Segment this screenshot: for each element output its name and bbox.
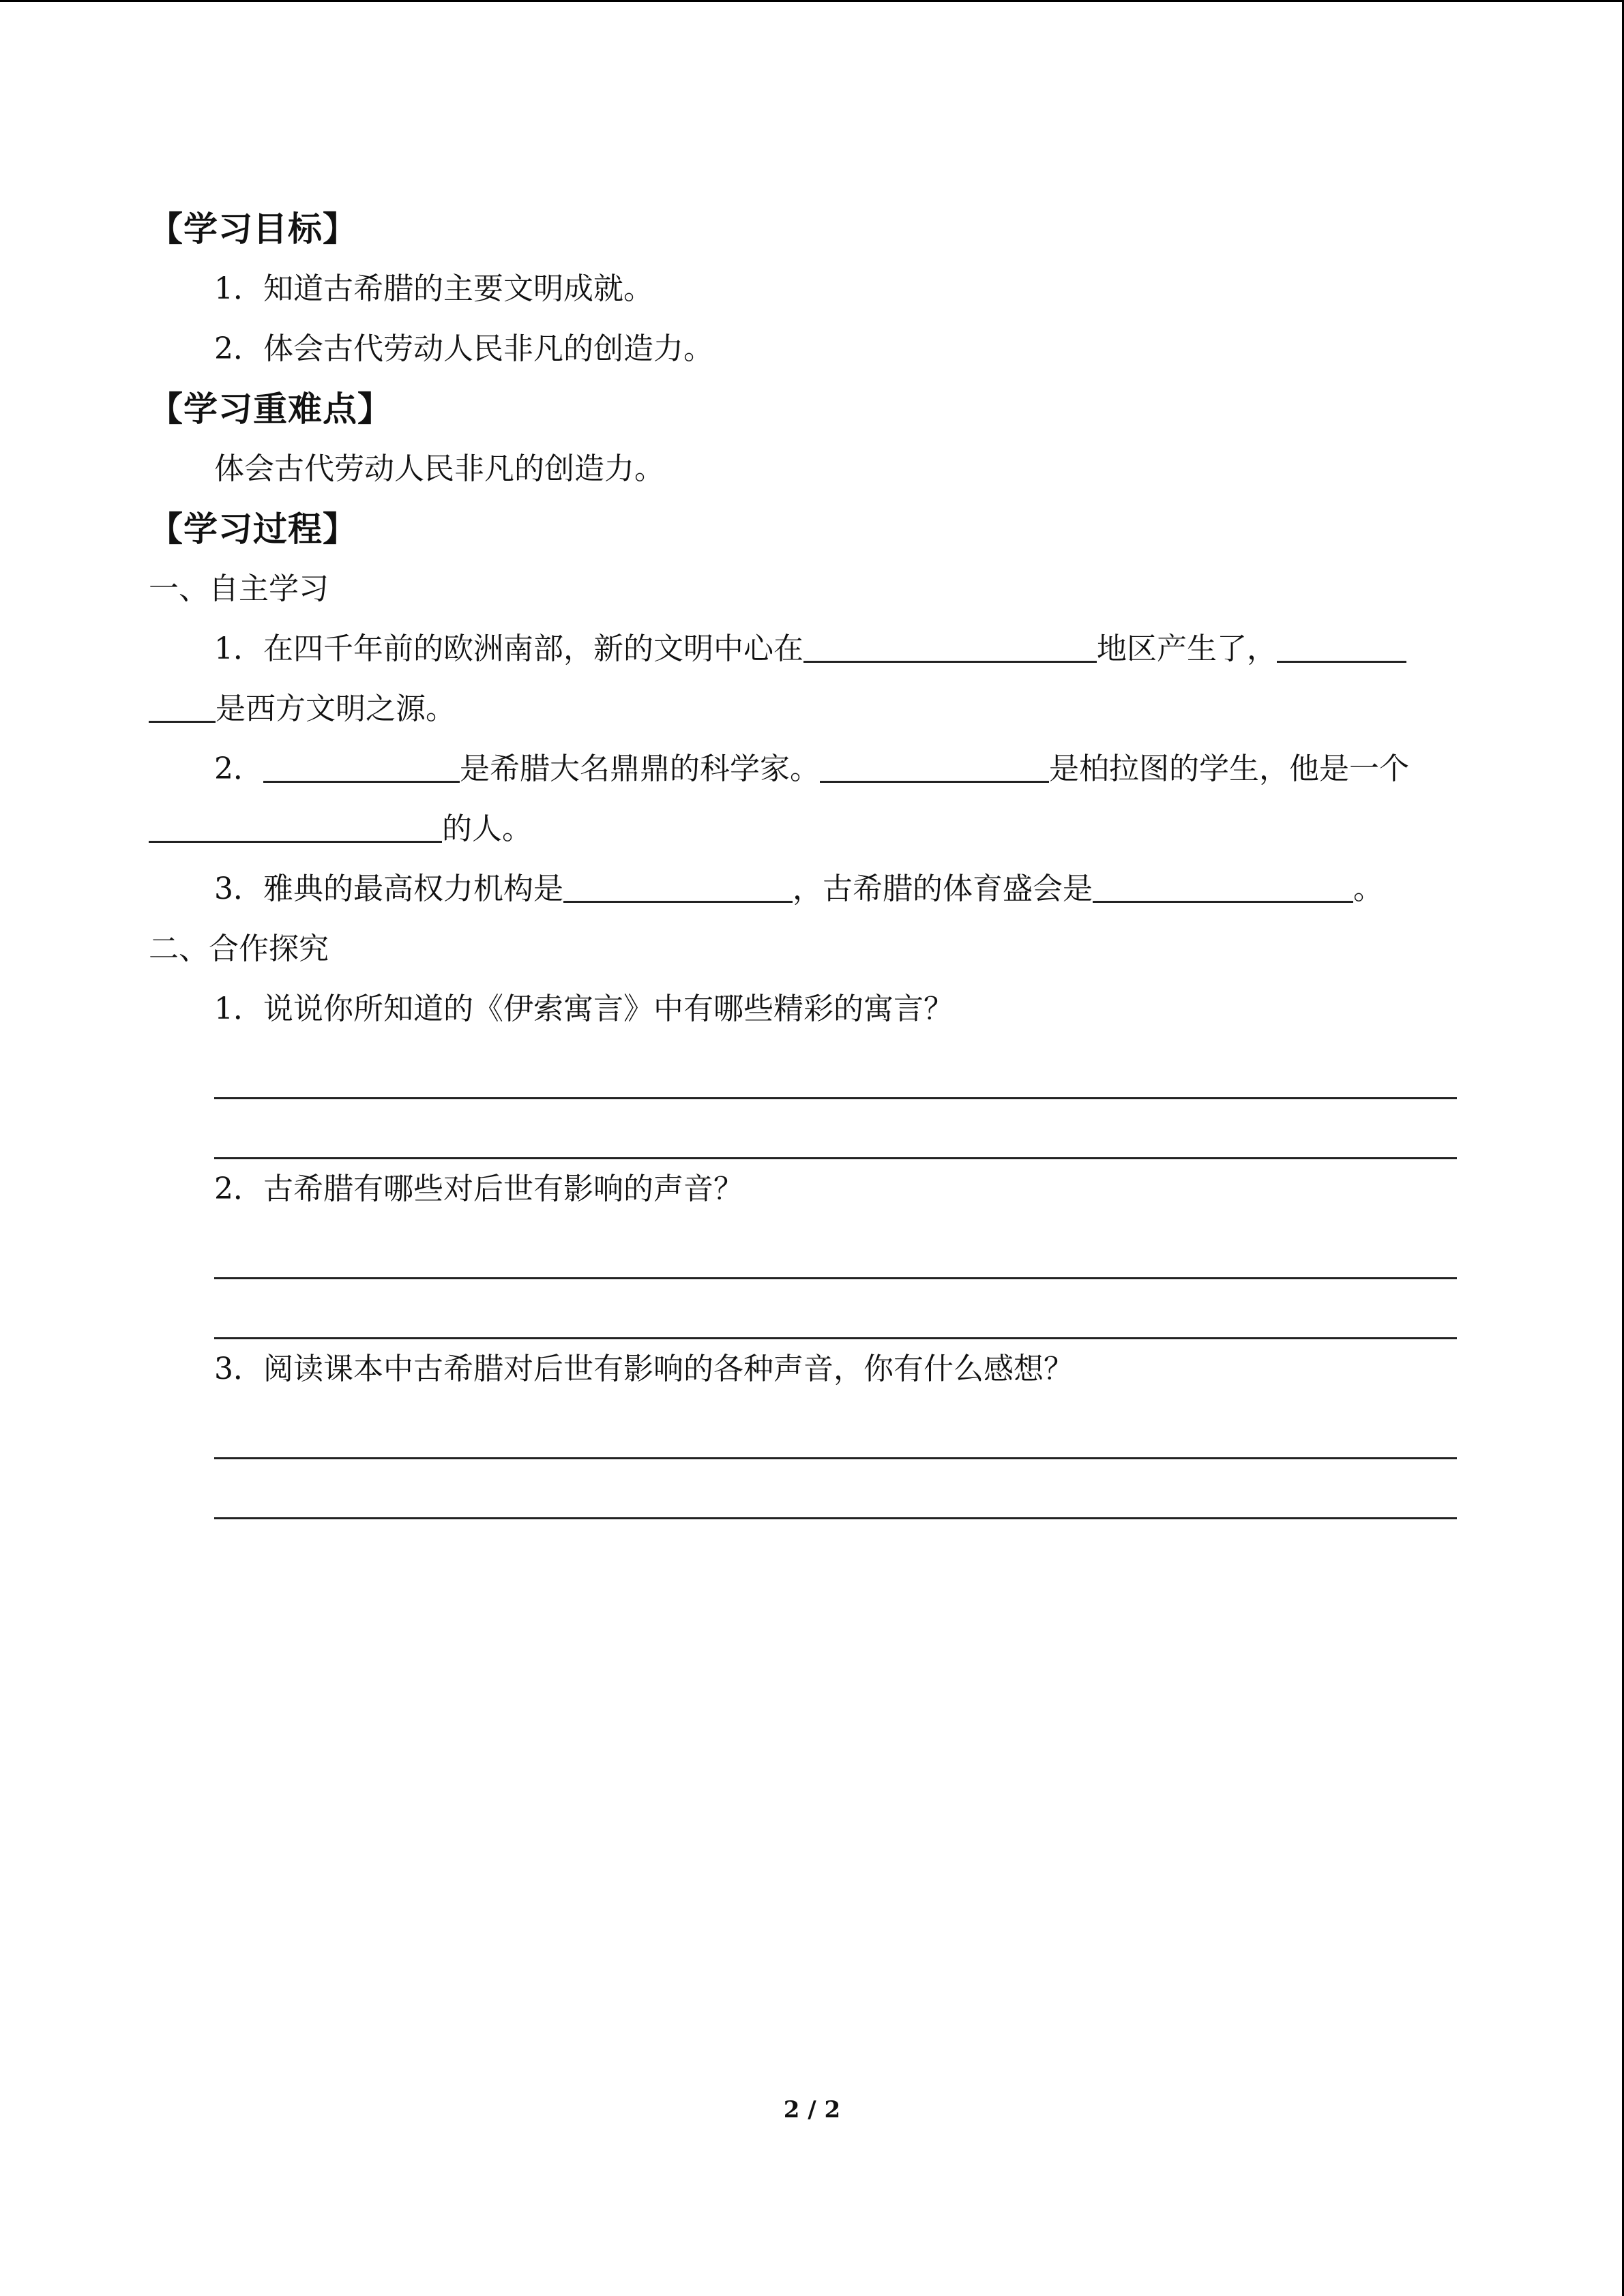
answer-line[interactable] (214, 1279, 1457, 1339)
cooperation-heading: 二、合作探究 (149, 931, 329, 966)
question-text: 的人。 (442, 811, 532, 846)
self-study-question-2-continued (149, 799, 1472, 859)
fill-blank[interactable] (263, 748, 460, 783)
question-text: 是希腊大名鼎鼎的科学家。 (460, 751, 820, 786)
answer-line[interactable] (214, 1399, 1457, 1459)
question-text: ，古希腊的体育盛会是 (793, 871, 1093, 906)
question-text: 3．雅典的最高权力机构是 (214, 871, 563, 906)
self-study-question-1-continued (149, 679, 1472, 739)
key-points-text: 体会古代劳动人民非凡的创造力。 (214, 451, 664, 486)
question-text: 。 (1353, 871, 1383, 906)
answer-line[interactable] (214, 1219, 1457, 1279)
page-number: 2 / 2 (783, 2096, 841, 2123)
self-study-heading: 一、自主学习 (149, 571, 329, 606)
goal-item-2: 2．体会古代劳动人民非凡的创造力。 (214, 331, 713, 366)
cooperation-question-3: 3．阅读课本中古希腊对后世有影响的各种声音，你有什么感想？ (214, 1352, 1074, 1386)
self-study-question-3 (149, 859, 1472, 919)
answer-line[interactable] (214, 1099, 1457, 1159)
fill-blank[interactable] (1093, 868, 1353, 903)
goals-heading: 【学习目标】 (149, 209, 357, 249)
fill-blank[interactable] (149, 808, 442, 843)
fill-blank[interactable] (820, 748, 1049, 783)
answer-line[interactable] (214, 1039, 1457, 1099)
worksheet-content (149, 199, 1472, 1519)
question-text: 是柏拉图的学生，他是一个 (1049, 751, 1409, 786)
fill-blank[interactable] (1277, 628, 1406, 663)
cooperation-question-2: 2．古希腊有哪些对后世有影响的声音？ (214, 1172, 743, 1206)
answer-line[interactable] (214, 1459, 1457, 1519)
question-text: 2． (214, 751, 263, 786)
goal-item-1: 1．知道古希腊的主要文明成就。 (214, 271, 653, 306)
self-study-question-1 (149, 619, 1472, 679)
cooperation-question-1: 1．说说你所知道的《伊索寓言》中有哪些精彩的寓言？ (214, 992, 954, 1026)
fill-blank[interactable] (149, 688, 216, 723)
question-text: 是西方文明之源。 (216, 691, 456, 726)
question-text: 地区产生了， (1097, 631, 1277, 666)
fill-blank[interactable] (563, 868, 793, 903)
self-study-question-2 (149, 739, 1472, 799)
key-points-heading: 【学习重难点】 (149, 389, 392, 429)
fill-blank[interactable] (803, 628, 1097, 663)
process-heading: 【学习过程】 (149, 509, 357, 549)
question-text: 1．在四千年前的欧洲南部，新的文明中心在 (214, 631, 803, 666)
